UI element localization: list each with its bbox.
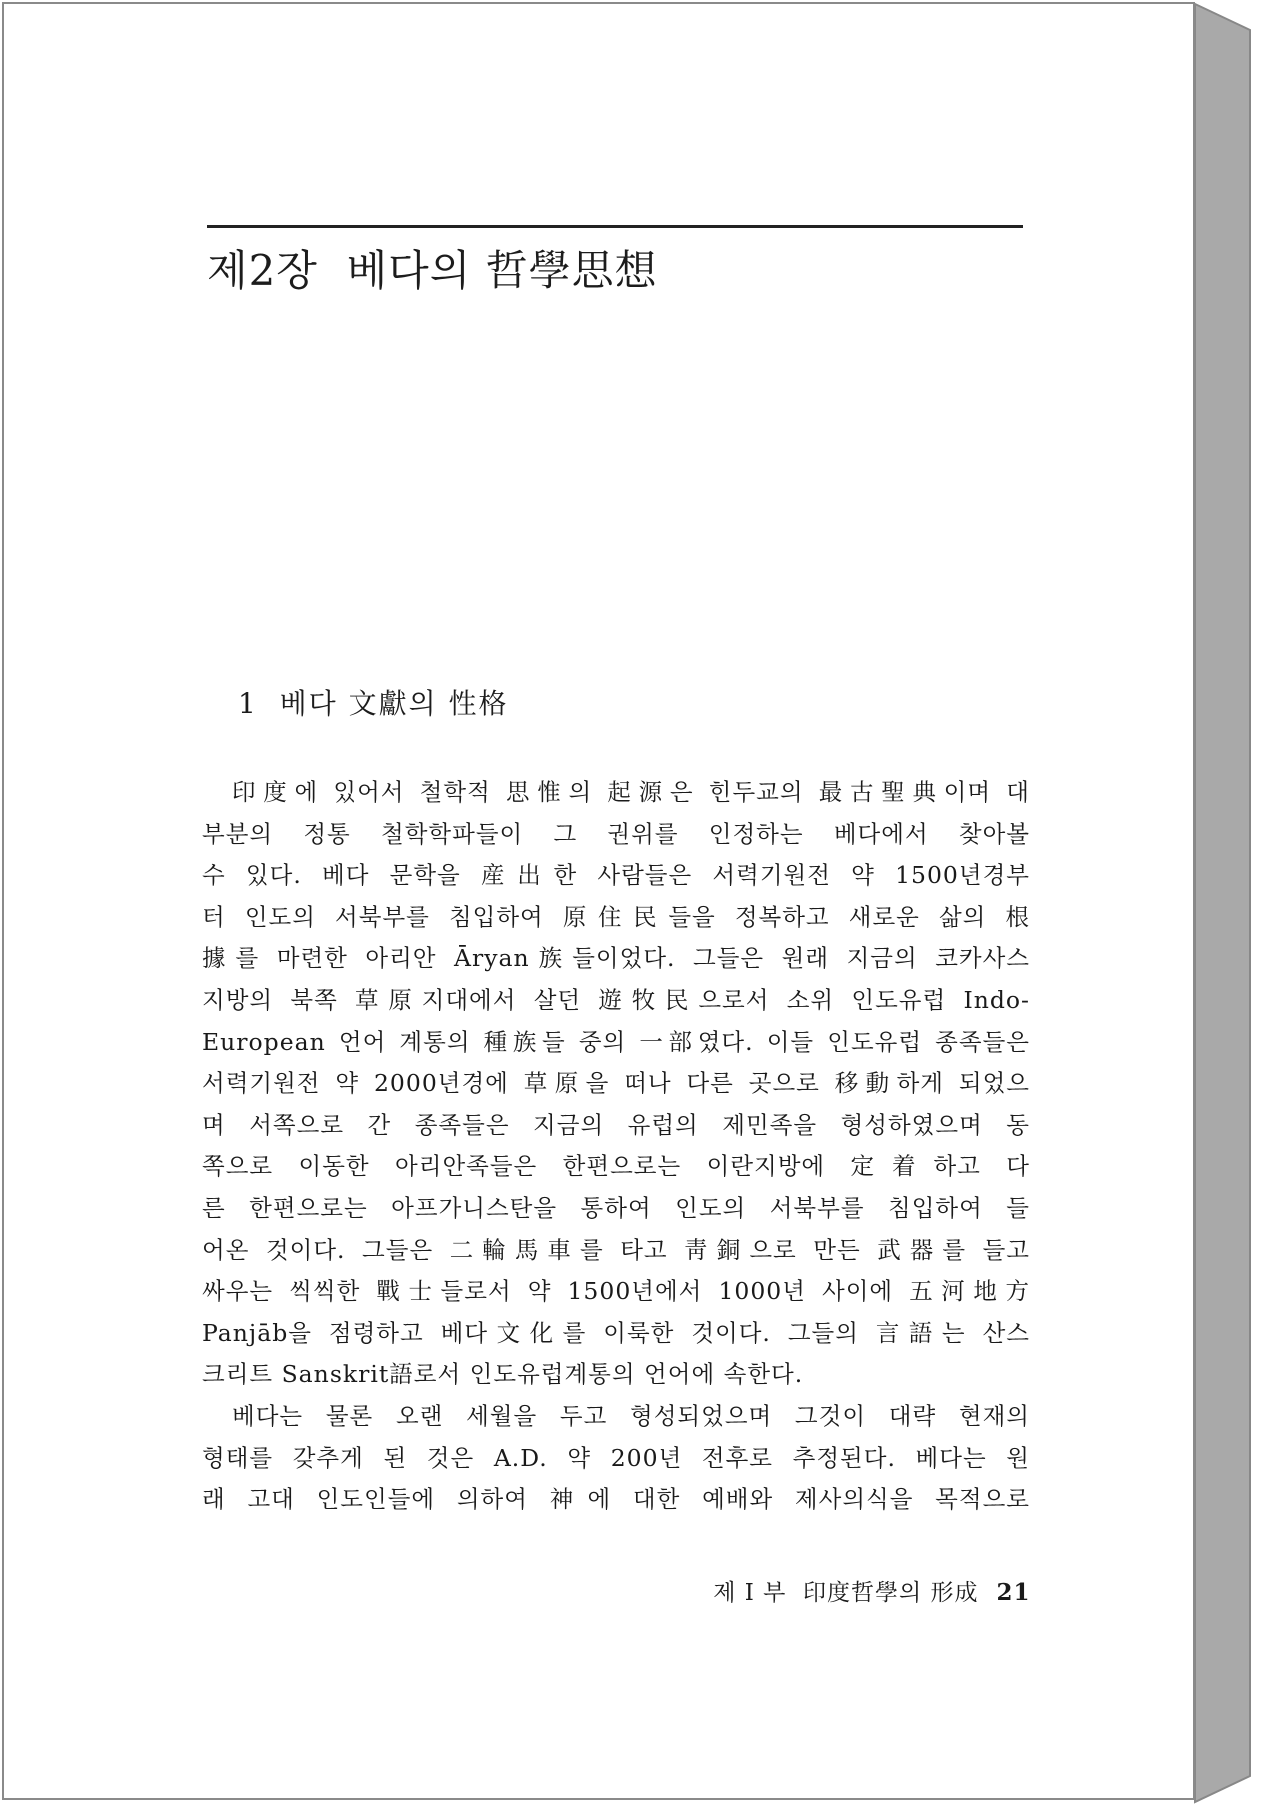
text-line: 래 고대 인도인들에 의하여 神에 대한 예배와 제사의식을 목적으로: [202, 1485, 1030, 1514]
text-line: 지방의 북쪽 草原지대에서 살던 遊牧民으로서 소위 인도유럽 Indo-: [202, 985, 1030, 1014]
text-line: 부분의 정통 철학학파들이 그 권위를 인정하는 베다에서 찾아볼: [202, 819, 1030, 848]
text-line: 쪽으로 이동한 아리안족들은 한편으로는 이란지방에 定着하고 다: [202, 1152, 1030, 1181]
page-footer: [680, 1548, 1031, 1633]
page-number: 21: [996, 1579, 1031, 1606]
text-line: 형태를 갖추게 된 것은 A.D. 약 200년 전후로 추정된다. 베다는 원: [202, 1443, 1030, 1472]
chapter-title: 제2장 베다의 哲學思想: [207, 246, 658, 295]
text-line: 印度에 있어서 철학적 思惟의 起源은 힌두교의 最古聖典이며 대: [232, 778, 1030, 806]
text-line: Panjāb을 점령하고 베다文化를 이룩한 것이다. 그들의 言語는 산스: [202, 1318, 1030, 1347]
section-heading: 1 베다 文獻의 性格: [238, 687, 509, 720]
text-line: 른 한편으로는 아프가니스탄을 통하여 인도의 서북부를 침입하여 들: [202, 1193, 1030, 1222]
text-line: 며 서쪽으로 간 종족들은 지금의 유럽의 제민족을 형성하였으며 동: [202, 1110, 1030, 1139]
text-line: 據를 마련한 아리안 Āryan族들이었다. 그들은 원래 지금의 코카사스: [202, 944, 1030, 973]
text-line: 터 인도의 서북부를 침입하여 原住民들을 정복하고 새로운 삶의 根: [202, 902, 1030, 931]
chapter-rule: [207, 225, 1023, 228]
running-head: 제 I 부 印度哲學의 形成: [713, 1580, 979, 1606]
text-line: 싸우는 씩씩한 戰士들로서 약 1500년에서 1000년 사이에 五河地方: [202, 1277, 1030, 1306]
text-line: 크리트 Sanskrit語로서 인도유럽계통의 언어에 속한다.: [202, 1360, 804, 1389]
text-line: 베다는 물론 오랜 세월을 두고 형성되었으며 그것이 대략 현재의: [232, 1401, 1030, 1430]
body-text: [202, 772, 1030, 1521]
text-line: 어온 것이다. 그들은 二輪馬車를 타고 靑銅으로 만든 武器를 들고: [202, 1235, 1030, 1264]
text-line: 서력기원전 약 2000년경에 草原을 떠나 다른 곳으로 移動하게 되었으: [202, 1069, 1030, 1098]
text-line: 수 있다. 베다 문학을 産出한 사람들은 서력기원전 약 1500년경부: [202, 861, 1030, 890]
text-line: European 언어 계통의 種族들 중의 一部였다. 이들 인도유럽 종족들은: [202, 1027, 1030, 1056]
